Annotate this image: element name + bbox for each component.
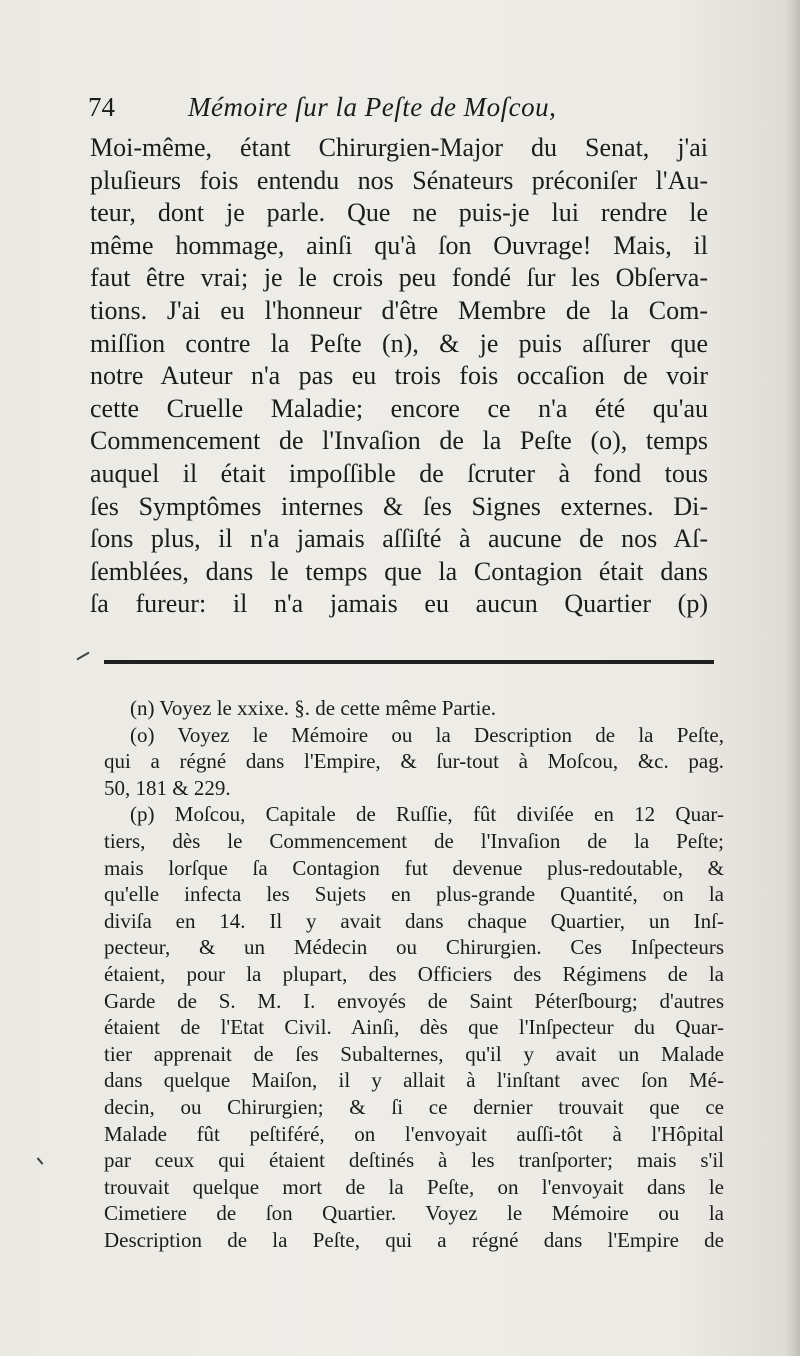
text-line: tions. J'ai eu l'honneur d'être Membre de la Com- — [90, 295, 708, 325]
text-line: auquel il était impoſſible de ſcruter à fond tous — [90, 458, 708, 488]
text-line: pluſieurs fois entendu nos Sénateurs préconiſer l'Au- — [90, 165, 708, 195]
footnote-line: qu'elle infecta les Sujets en plus-grande Quantité, on la — [104, 882, 724, 907]
text-line: ſons plus, il n'a jamais aſſiſté à aucune de nos Aſ- — [90, 524, 708, 554]
footnote-line: étaient de l'Etat Civil. Ainſi, dès que l'Inſpecteur du Quar- — [104, 1015, 724, 1040]
footnote-line: (o) Voyez le Mémoire ou la Description de la Peſte, — [130, 722, 724, 747]
footnote-line: diviſa en 14. Il y avait dans chaque Quartier, un Inſ- — [104, 908, 724, 933]
text-line: ſa fureur: il n'a jamais eu aucun Quartier (p) — [90, 589, 708, 619]
footnote-line: dans quelque Maiſon, il y allait à l'inſtant avec ſon Mé- — [104, 1068, 724, 1093]
text-line: teur, dont je parle. Que ne puis-je lui rendre le — [90, 198, 708, 228]
ink-mark — [37, 1157, 44, 1164]
footnote-line: tiers, dès le Commencement de l'Invaſion de la Peſte; — [104, 828, 724, 853]
footnote-line: tier apprenait de ſes Subalternes, qu'il y avait un Malade — [104, 1041, 724, 1066]
main-text — [90, 132, 708, 621]
footnote-line: qui a régné dans l'Empire, & ſur-tout à Moſcou, &c. pag. — [104, 749, 724, 774]
text-line: Commencement de l'Invaſion de la Peſte (o), temps — [90, 426, 708, 456]
footnote-line: Cimetiere de ſon Quartier. Voyez le Mémoire ou la — [104, 1201, 724, 1226]
text-line: même hommage, ainſi qu'à ſon Ouvrage! Mais, il — [90, 230, 708, 260]
footnote-line: Garde de S. M. I. envoyés de Saint Péterſbourg; d'autres — [104, 988, 724, 1013]
footnote-line: (p) Moſcou, Capitale de Ruſſie, fût diviſée en 12 Quar- — [130, 802, 724, 827]
footnote-line: mais lorſque ſa Contagion fut devenue plus-redoutable, & — [104, 855, 724, 880]
text-line: faut être vrai; je le crois peu fondé ſur les Obſerva- — [90, 263, 708, 293]
text-line: cette Cruelle Maladie; encore ce n'a été qu'au — [90, 393, 708, 423]
footnote-line: 50, 181 & 229. — [104, 775, 231, 800]
ink-mark — [76, 652, 89, 661]
footnote-line: (n) Voyez le xxixe. §. de cette même Partie. — [130, 696, 497, 720]
page-edge-shadow — [786, 0, 800, 1356]
footnote-line: decin, ou Chirurgien; & ſi ce dernier trouvait que ce — [104, 1094, 724, 1119]
footnotes — [104, 695, 724, 1253]
footnote-rule — [104, 660, 714, 664]
page-number: 74 — [88, 92, 115, 122]
running-title: Mémoire ſur la Peſte de Moſcou, — [188, 92, 557, 122]
page-header — [88, 92, 708, 132]
footnote-line: trouvait quelque mort de la Peſte, on l'envoyait dans le — [104, 1174, 724, 1199]
footnote-line: par ceux qui étaient deſtinés à les tranſporter; mais s'il — [104, 1148, 724, 1173]
text-line: ſes Symptômes internes & ſes Signes externes. Di- — [90, 491, 708, 521]
text-line: miſſion contre la Peſte (n), & je puis aſſurer que — [90, 328, 708, 358]
text-line: notre Auteur n'a pas eu trois fois occaſion de voir — [90, 361, 708, 391]
text-line: Moi-même, étant Chirurgien-Major du Senat, j'ai — [90, 133, 708, 162]
footnote-line: Description de la Peſte, qui a régné dans l'Empire de — [104, 1227, 724, 1252]
footnote-line: étaient, pour la plupart, des Officiers des Régimens de la — [104, 961, 724, 986]
footnote-line: Malade fût peſtiféré, on l'envoyait auſſi-tôt à l'Hôpital — [104, 1121, 724, 1146]
text-line: ſemblées, dans le temps que la Contagion était dans — [90, 556, 708, 586]
footnote-line: pecteur, & un Médecin ou Chirurgien. Ces Inſpecteurs — [104, 935, 724, 960]
